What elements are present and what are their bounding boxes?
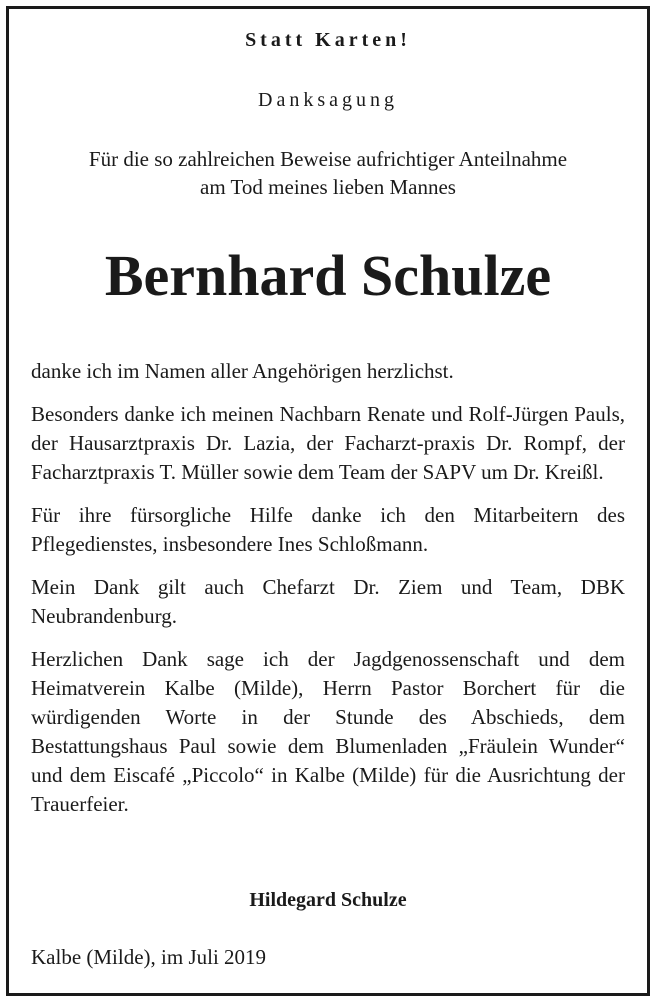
paragraph-thanks-community: Herzlichen Dank sage ich der Jagdgenossenschaft und dem Heimatverein Kalbe (Milde), Herrn Pastor Borchert für die würdigenden Worte in der Stunde des Abschieds, dem Bestattungshaus Paul sowie dem Blumenladen „Fräulein Wunder“ und dem Eiscafé „Piccolo“ in Kalbe (Milde) für die Ausrichtung der Trauerfeier. (31, 647, 625, 816)
deceased-name: Bernhard Schulze (104, 243, 552, 308)
obituary-notice (6, 6, 650, 996)
paragraph-thanks-hospital: Mein Dank gilt auch Chefarzt Dr. Ziem und Team, DBK Neubrandenburg. (31, 575, 625, 628)
paragraph-thanks-neighbors-doctors: Besonders danke ich meinen Nachbarn Renate und Rolf-Jürgen Pauls, der Hausarztpraxis Dr. Lazia, der Facharzt-praxis Dr. Rompf, der Facharztpraxis T. Müller sowie dem Team der SAPV um Dr. Kreißl. (31, 402, 625, 484)
notice-title: Danksagung (258, 89, 398, 111)
intro-line-2: am Tod meines lieben Mannes (200, 175, 456, 199)
notice-header: Statt Karten! (245, 29, 411, 51)
intro-text (29, 145, 627, 201)
paragraph-thanks-relatives: danke ich im Namen aller Angehörigen herzlichst. (31, 359, 454, 383)
place-and-date: Kalbe (Milde), im Juli 2019 (31, 945, 267, 969)
signature-name: Hildegard Schulze (249, 889, 407, 911)
thanks-body (31, 357, 625, 833)
intro-line-1: Für die so zahlreichen Beweise aufrichtiger Anteilnahme (88, 147, 568, 171)
paragraph-thanks-care-service: Für ihre fürsorgliche Hilfe danke ich den Mitarbeitern des Pflegedienstes, insbesondere Ines Schloßmann. (31, 503, 625, 556)
